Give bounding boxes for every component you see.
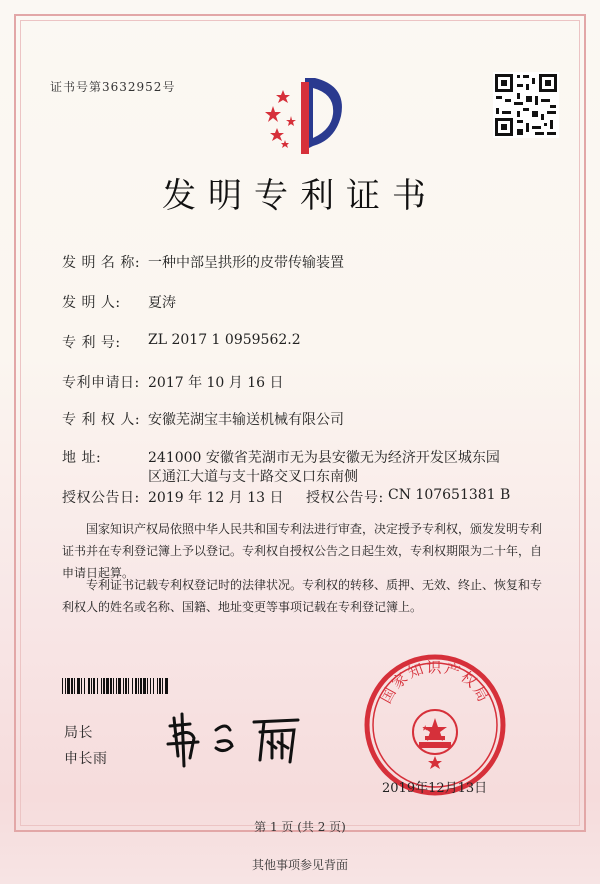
address-line-1: 241000 安徽省芜湖市无为县安徽无为经济开发区城东园 <box>148 450 500 466</box>
patentee-label: 专 利 权 人: <box>62 412 141 428</box>
patentee-value: 安徽芜湖宝丰输送机械有限公司 <box>148 412 344 428</box>
barcode-icon <box>62 678 284 694</box>
cnipa-logo-icon <box>255 68 365 160</box>
page-indicator: 第 1 页 (共 2 页) <box>254 820 346 834</box>
director-name: 申长雨 <box>64 751 108 767</box>
address-label: 地 址: <box>62 450 102 466</box>
director-title: 局长 <box>64 725 93 741</box>
address-line-2: 区通江大道与支十路交叉口东南侧 <box>148 469 358 485</box>
grant-number-value: CN 107651381 B <box>388 487 511 503</box>
patent-number-value: ZL 2017 1 0959562.2 <box>148 332 301 348</box>
invention-name-label: 发 明 名 称: <box>62 255 141 271</box>
filing-date-label: 专利申请日: <box>62 375 140 391</box>
certificate-title: 发明专利证书 <box>162 176 438 216</box>
legal-status-paragraph: 专利证书记载专利权登记时的法律状况。专利权的转移、质押、无效、终止、恢复和专利权人的姓名或名称、国籍、地址变更等事项记载在专利登记簿上。 <box>62 578 543 614</box>
seal-date: 2019年12月13日 <box>382 781 488 796</box>
back-note: 其他事项参见背面 <box>251 858 348 872</box>
inventor-value: 夏涛 <box>148 295 176 311</box>
grant-date-label: 授权公告日: <box>62 490 140 506</box>
inventor-label: 发 明 人: <box>62 295 121 311</box>
filing-date-value: 2017 年 10 月 16 日 <box>148 375 284 391</box>
grant-statement-paragraph: 国家知识产权局依照中华人民共和国专利法进行审查，决定授予专利权，颁发发明专利证书并在专利登记簿上予以登记。专利权自授权公告之日起生效，专利权期限为二十年，自申请日起算。 <box>62 522 543 580</box>
invention-name-value: 一种中部呈拱形的皮带传输装置 <box>148 255 344 271</box>
qr-code-icon <box>493 72 559 138</box>
grant-date-value: 2019 年 12 月 13 日 <box>148 490 284 506</box>
patent-number-label: 专 利 号: <box>62 335 121 351</box>
signature-icon <box>160 708 310 768</box>
svg-text:国家知识产权局 <box>377 658 494 706</box>
grant-number-label: 授权公告号: <box>306 490 384 506</box>
seal-text: 国家知识产权局 <box>376 658 494 707</box>
certificate-number: 证书号第3632952号 <box>50 80 176 94</box>
